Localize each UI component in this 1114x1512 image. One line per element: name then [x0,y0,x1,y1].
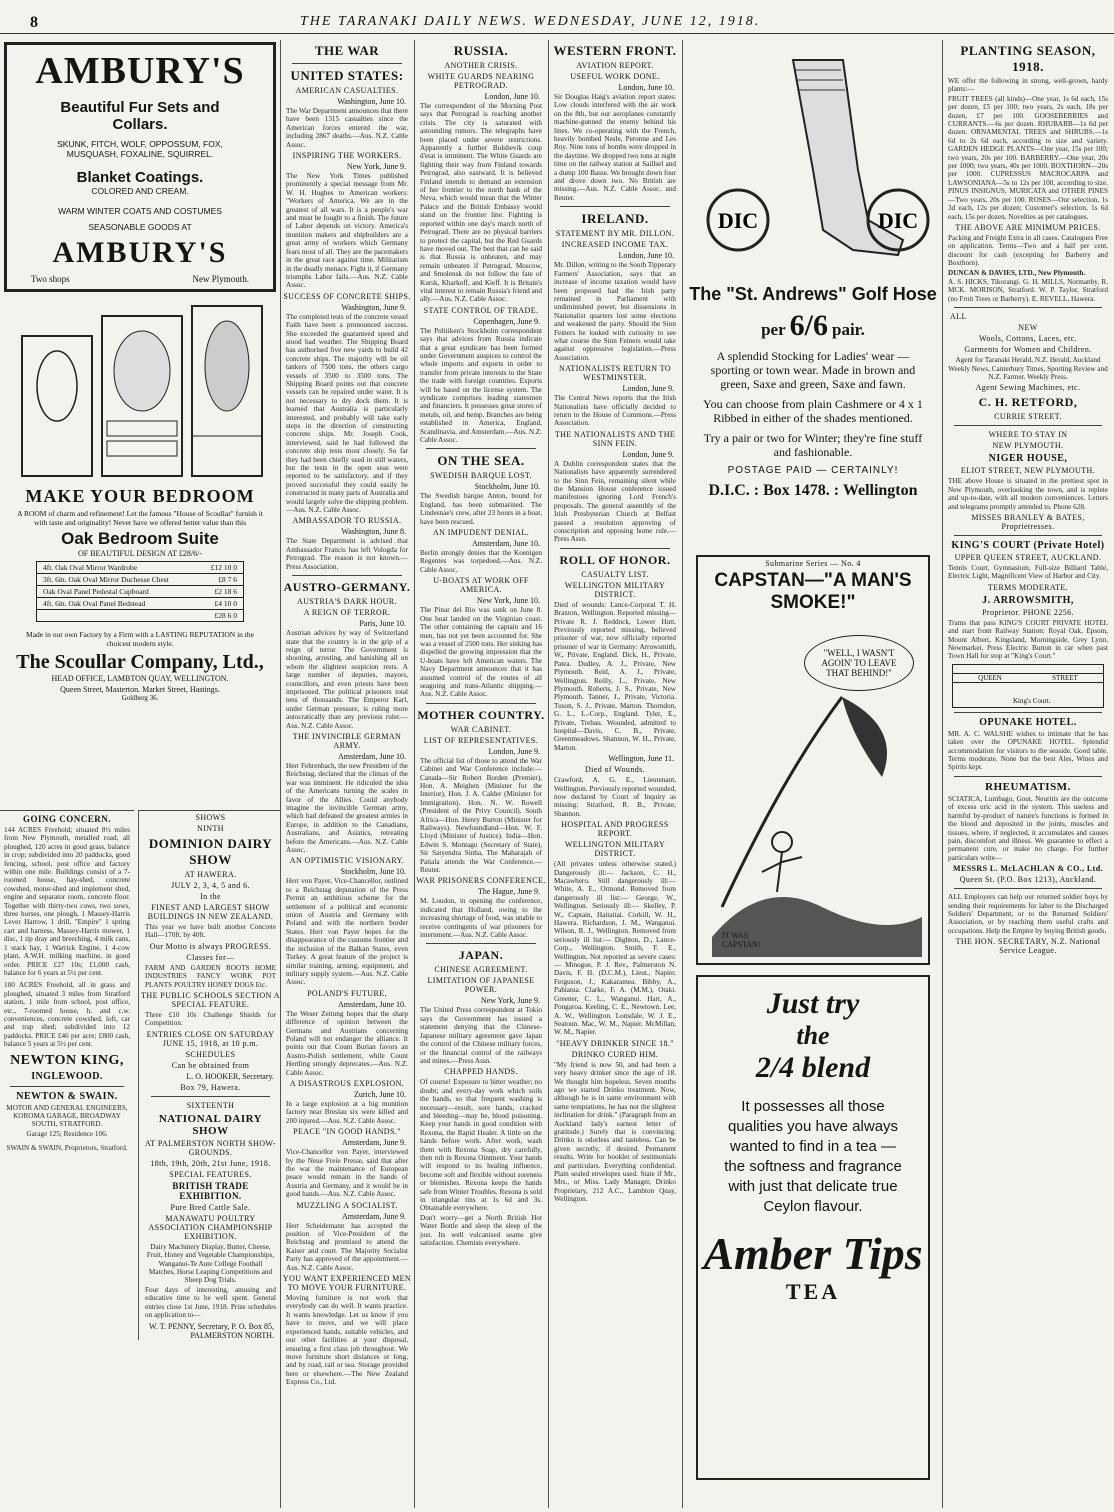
swedish-barque: SWEDISH BARQUE LOST. [430,471,532,481]
dateline: Amsterdam, June 9. [342,1211,406,1221]
suite-title: Oak Bedroom Suite [61,529,219,548]
newton-phones: Garage 125; Residence 106. [26,1129,108,1138]
russia-p1: The correspondent of the Morning Post says that Petrograd is reaching another crisis. The city is saturated with astounding rumors. The telegraphs have been placed under severe restrictions. Apparently a further Bolshevik coup d'etat is imminent. The White Guards are fighting their way from Finland towards Petrograd, also eastward. It is believed Finland intends to demand an extension of her frontier to the north bank of the Neva, which would mean that the Winter Palace and the British Embassy would stand on the frontier line. Fighting is reported within one day's march north of Petrograd. There are no physical barriers to protect the capital, but the Red Guards have moved out. The best that can be said is that Russia is unbeaten, and may remain unbeaten if Petrograd, Moscow, and Smolensk do not follow the fate of Kursk, Kharkoff, and Kieff. It is Britain's vital interest to remain Russia's friend and ally.—Aus. N.Z. Cable Assoc. [420,102,542,304]
inglewood: INGLEWOOD. [31,1070,103,1082]
russia-p2: The Politiken's Stockholm correspondent says that advices from Russia indicate that a great syndicate has been formed under Government auspices to control the whole imports and exports in order to transfer from private interests to the State the trade with foreign countries. Exports will be based on the license system. The syndicate comprises leading statesmen and financiers. It possesses great stores of metals, oil, and hemp. Branches are being established in America, England, Scandinavia, and Amsterdam.—Aus. N.Z. Cable Assoc. [420,326,542,445]
bedroom-furniture-illustration [12,296,268,486]
dominion-dairy-show: DOMINION DAIRY SHOW [148,836,273,867]
rheum-p1: SCIATICA, Lumbago, Gout, Neuritis are the outcome of excess uric acid in the system. This useless and harmful by-product of nature's functions is formed in the blood and deposited in the joints, muscles and tissues, where, if neglected, it accumulates and causes pain, discomfort and illness. We guarantee to effect a permanent cure, or make no charge. For further particulars write— [948,794,1108,862]
planting-title: PLANTING SEASON, 1918. [960,43,1096,74]
garments: Garments for Women and Children. [964,345,1092,355]
japan-heading: JAPAN. [458,948,504,963]
russia-heading: RUSSIA. [453,43,509,58]
dairy-inthe: In the [200,892,221,901]
going-concern-title: GOING CONCERN. [22,814,111,824]
ireland-heading: IRELAND. [581,211,649,227]
useful-work: USEFUL WORK DONE. [570,72,660,81]
western-p1: Sir Douglas Haig's aviation report states: Low clouds interfered with the air work on the 8th, but our aeroplanes constantly machine-gunned the enemy behind his lines. We co-operating with the French, heavily bombed Nesle, Peronne and Les Roy. Nine tons of bombs were dropped in the daytime. We dropped two tons at night time on the railway station at Saillsel and a dump 100 Basse. We brought down four and drove down two. No British are missing.—Aus. N.Z. Cable Assoc. and Reuter. [554,93,676,202]
rheumatism: RHEUMATISM. [985,780,1071,793]
dateline: London, June 10. [618,83,674,92]
planting-packing: Packing and Freight Extra in all cases. Catalogues Free on application. Terms—Two and a half per cent. discount for cash (excepting for Barberry and Boxthorn). [948,233,1108,268]
masthead-title: THE TARANAKI DAILY NEWS. WEDNESDAY, JUNE 12, 1918. [300,14,761,29]
where-to-stay: WHERE TO STAY IN [988,430,1068,440]
dateline: London, June 10. [618,251,674,261]
impudent-denial: AN IMPUDENT DENIAL. [432,528,530,538]
kings-terms: TERMS MODERATE. [987,582,1069,592]
kings-street: UPPER QUEEN STREET, AUCKLAND. [954,553,1102,562]
western-front-heading: WESTERN FRONT. [553,43,677,58]
national-british: BRITISH TRADE EXHIBITION. [172,1180,249,1201]
tea-ad [696,975,930,1480]
wellington-district: WELLINGTON MILITARY DISTRICT. [564,580,666,599]
eliot-street: ELIOT STREET, NEW PLYMOUTH. [960,466,1096,476]
tea-brand: Amber Tips [703,1228,923,1279]
svg-text:DIC: DIC [717,208,759,233]
price-item: 4ft. Oak Oval Mirror Wardrobe [43,563,138,572]
price-row [37,597,243,609]
wmd: WELLINGTON MILITARY DISTRICT. [564,840,666,859]
dairy-list: FARM AND GARDEN ROOTS HOME INDUSTRIES FANCY WORK POT PLANTS POULTRY HONEY DOGS Etc. [145,963,276,989]
dateline: New York, June 9. [480,996,540,1006]
submarine-sailor-illustration [702,657,928,957]
austro-p7: Herr Scheidemann has accepted the position of Vice-President of the Reichstag and promised to attend the Kaiser and court. The Majority Socialist Party has approved of the appointment.—Aus. N.Z. Cable Assoc. [286,1221,408,1272]
amburys-name-bottom: AMBURY'S [52,236,228,269]
golf-price: 6/6 [789,309,828,342]
dateline: London, June 9. [488,746,540,756]
drinko-cured: DRINKO CURED HIM. [571,1049,659,1059]
masthead [0,0,1114,34]
on-the-sea-heading: ON THE SEA. [437,453,525,469]
dateline: Stockholm, June 10. [474,482,540,492]
sea-p1: The Swedish barque Anton, bound for England, has been submarined. The Lindesnae's crew, after 23 hours in a boat, have been rescued. [420,492,542,526]
map-queen: QUEEN [978,673,1002,682]
dairy-motto: Our Motto is always PROGRESS. [149,941,272,951]
price-total: £28 6 0 [214,611,237,620]
kings-court: KING'S COURT (Private Hotel) [951,540,1105,551]
warm-coats-line: WARM WINTER COATS AND COSTUMES [58,206,222,216]
austria-dark-hour: AUSTRIA'S DARK HOUR. [297,597,397,607]
honor-p1: Died of wounds: Lance-Corporal T. H. Braxton, Wellington. Reported missing—Private R. J. Reddock, Lower Hutt. Previously reported missing, believed prisoner of war, now officially reported prisoner of war in Germany: Arrowsmith, W., Private, England. Dick, H., Private, Patea. Dudley, A. J., Private, New Plymouth. Reid, A. J., Private, Wellington. Reilly, L., Private, New Plymouth. Roberts, J. S., Private, New Plymouth. Tanner, J., Private, Victoria. Tuson, S. J., Private, Marton. Thorndon, G. L., L.-Corp., England. Tyler, E., Private, Trebau. Wounded, admitted to hospital—Davis, C. B., Private, Greenmeadows. Shannon, W. H., Private, Marton. [554,600,676,752]
planting-intro: WE offer the following in strong, well-grown, hardy plants:— [948,77,1108,94]
scoullar-office: HEAD OFFICE, LAMBTON QUAY, WELLINGTON. [51,674,229,683]
dairy-classes: Classes for— [186,952,235,962]
limitation-power: LIMITATION OF JAPANESE POWER. [427,976,535,995]
arrowsmith: J. ARROWSMITH, [982,594,1074,606]
new-label: NEW [1018,323,1038,333]
stay-np: NEW PLYMOUTH. [992,441,1064,451]
wools: Wools, Cottons, Laces, etc. [979,334,1077,344]
price-post: pair. [831,320,865,339]
muzzling-socialist: MUZZLING A SOCIALIST. [296,1200,398,1210]
austro-p2: Herr Fehrenbach, the new President of the Reichstag, declared that the climax of the war was imminent. He ridiculed the idea of the Americans turning the scales in favor of the Allies. Could anybody imagine the invincible German army, which had defeated the greatest armies in Europe, in addition to the Canadians, Australians, and Asiatics, retreating before the Americans.—Aus. N.Z. Cable Assoc. [286,761,408,855]
currie: CURRIE STREET. [994,412,1062,422]
austro-p4: The Weser Zeitung hopes that the sharp difference of opinion between the Germans and Austrians concerning Poland will not endanger the alliance. It points out that Count Burian favors an Austro-Polish settlement, while Count Hertling strongly deprecates.—Aus. N.Z. Cable Assoc. [286,1009,408,1077]
tea-body: It possesses all those qualities you have always wanted to find in a tea — the softness and fragrance with just that delicate true Ceylon flavour. [724,1098,902,1215]
dateline: Amsterdam, June 10. [338,999,406,1009]
poland-future: POLAND'S FUTURE. [307,988,387,998]
dateline: Amsterdam, June 10. [338,751,406,761]
furniture-p: Moving furniture is not work that everybody can do well. It wants practice. It wants knowledge. Let us know if you have to move, and we will place experienced hands, suitable vehicles, and our other facilities at your disposal, ensuring a first class job throughout. We move furniture short distances or long, and by road, rail or sea. Storage provided here or elsewhere.—The New Zealand Express Co., Ltd. [286,1294,408,1387]
casualty-list: CASUALTY LIST. [581,569,649,579]
sixteenth: SIXTEENTH [186,1100,235,1110]
dateline: London, June 9. [622,384,674,394]
sea-p2: Berlin strongly denies that the Koenigen Regentes was torpedoed.—Aus. N.Z. Cable Assoc. [420,549,542,574]
honor-p3: (All privates unless otherwise stated.) Dangerously ill:— Jackson, C. H., Macawhero. Still dangerously ill:— White, A. E., Ormond. Removed from dangerously ill list:— George, W., Wellington. Seriously ill:— Skelley, P. W., Captain, Haitaitai. Corkill, W. H., Hawera. Richardson, J. M., Wanganui. Wilson, R. J., Wellington. Removed from seriously ill list:— Dighton, D., Lance-Corp., Wellington. Smith, F. E., Wellington. Not reported as severe cases:— Minogue, P. J. Rev., Palmerston N. Davis, F. H. (D.C.M.), Lieut., Napier. Ferguson, J., Kakaramea. Bibby, A., Pahiatua. Clarke, F. A. (M.M.), Otaki. Greener, C. L., Wanganui. Hart, A., Pongaroa. Keeling, C. E., Newtown. Lee, A. W., Wellington. Lonsdale, W. J. E., Seatoun. Mac, W. M., Napier. McMillan, W. M., Napier. [554,860,676,1037]
dairy-hooker: L. O. HOOKER, Secretary. [186,1071,274,1081]
column-5 [684,40,942,1508]
papers-agent: Agent for Taranaki Herald, N.Z. Herald, Auckland Weekly News, Canterbury Times, Sporting Review and N.Z. Farmer. Weekly Press. [948,356,1108,381]
amburys-place: New Plymouth. [192,274,249,284]
national-at: AT PALMERSTON NORTH SHOW-GROUNDS. [145,1138,276,1157]
dateline: Washington, June 8. [341,527,406,537]
opunake-p1: MR. A. C. WALSHE wishes to intimate that he has taken over the OPUNAKE HOTEL. Splendid accommodation for visitors to the seaside. Good table. Terms moderate. None but the best Ales, Wines and Spirits kept. [948,729,1108,772]
capstan-title: CAPSTAN—"A MAN'S SMOKE!" [714,570,912,613]
map-kings: King's Court. [1013,696,1051,705]
dateline: Washington, June 9. [341,302,406,312]
two-shops: Two shops [31,274,70,284]
national-days: Four days of interesting, amusing and educative time to be well spent. General entries close 1st June, 1918. Prize schedules on application to— [145,1285,276,1320]
dairy-schools: THE PUBLIC SCHOOLS SECTION A SPECIAL FEATURE. [141,991,280,1010]
white-guards: WHITE GUARDS NEARING PETROGRAD. [427,72,535,90]
beautiful-design: OF BEAUTIFUL DESIGN AT £28/6/- [77,549,202,558]
map-street: STREET [1052,673,1078,682]
stay-p1: THE above House is situated in the prettiest spot in New Plymouth, overlooking the town, and is replete and up-to-date, with all modern conveniences. Letters and telegrams promptly attended to. Phone 628. [948,477,1108,511]
the-war-title: THE WAR [314,43,380,58]
all-label: ALL [950,312,967,322]
austro-germany-heading: AUSTRO-GERMANY. [283,580,411,595]
price-item: Oak Oval Panel Pedestal Cupboard [43,587,149,596]
austro-p6: Vice-Chancellor von Payer, interviewed by the Neue Freie Presse, said that after the war the maintenance of European peace would remain in the hands of Austria and Germany, and it would be in good hands.—Aus. N.Z. Cable Assoc. [286,1148,408,1199]
mother-country-heading: MOTHER COUNTRY. [417,707,545,722]
svg-text:DIC: DIC [877,208,919,233]
prisoners-conference: WAR PRISONERS CONFERENCE. [416,876,546,886]
price-value: £4 10 0 [214,599,237,608]
capstan-ad [696,555,930,965]
mother-p1: The official list of those to attend the War Cabinet and War Conference include:— Canada—Sir Robert Borden (Premier), Hon. A. Meighen (Minister for the Interior), Hon. J. A. Calder (Minister for Immigration), Hon. N. W. Rowell (President of the Privy Council). South Africa—Hon. Henry Burton (Minister for Railways). Newfoundland—Hon. W. F. Lloyd (Minister of Justice). India—Hon. Edwin S. Montagu (Secretary of State), Sir Satyendra Sinha, The Maharajah of Patiala attends the War Conference.—Reuter. [420,756,542,875]
tea-the: the [796,1021,830,1050]
dairy-this-year: This year we have built another Concrete Hall—170ft. by 40ft. [145,923,276,940]
dateline: Wellington, June 11. [608,754,674,764]
going-concern-column [0,810,134,1154]
dateline: London, June 9. [622,449,674,459]
chinese-agreement: CHINESE AGREEMENT. [434,965,528,975]
fur-sets-line: Beautiful Fur Sets and Collars. [60,99,220,133]
national-penny: W. T. PENNY, Secretary, P. O. Box 85, PALMERSTON NORTH. [149,1321,274,1340]
roll-of-honor-heading: ROLL OF HONOR. [559,552,671,567]
dairy-box: Box 79, Hawera. [180,1082,241,1092]
dateline: Amsterdam, June 9. [342,1138,406,1148]
stocking-illustration [693,40,933,280]
concern-p2: 100 ACRES Freehold, all in grass and ploughed, situated 3 miles from Stratford station, 1 mile from school, post office, etc., 7-roomed house, h. and c.w. conveniences, concrete cowshed, loft, car and trap shed; subdivided into 12 paddocks. PRICE £46 per acre; £800 cash, balance 5 years at 5½ per cent. [4,981,130,1049]
newton-line: MOTOR AND GENERAL ENGINEERS, KOROMA GARAGE, BROADWAY SOUTH, STRATFORD. [6,1103,128,1129]
newton-swain-title: NEWTON & SWAIN. [16,1090,118,1102]
dateline: Zurich, June 10. [354,1089,406,1099]
kings-p2: Trams that pass KING'S COURT PRIVATE HOTEL and start from Railway Station: Royal Oak, Epsom, Mount Albert, Kingsland, Morningside, Grey Lynn, Newmarket. Press Electric Button in car when past Town Hall for stop at "King's Court." [948,618,1108,661]
ireland-p2: The Central News reports that the Irish Nationalists have officially decided to return to the House of Commons.—Press Association. [554,394,676,428]
planting-duncan: DUNCAN & DAVIES, LTD., New Plymouth. [948,268,1086,277]
heavy-drinker: "HEAVY DRINKER SINCE 18." [556,1038,674,1048]
hospital-report: HOSPITAL AND PROGRESS REPORT. [561,820,669,839]
disastrous-explosion: A DISASTROUS EXPLOSION. [289,1078,405,1088]
austro-p3: Herr von Payer, Vice-Chancellor, outlined to a Reichstag deputation of the Press Permit an ambitious scheme for the settlement of a political and economic union of Austria and Germany with Poland and with the northern border States. Herr von Payer hopes for the disappearance of the customs frontier and the inclusion of the Balkan States, even Turkey. A great feature of the project is similar training, arming, equipment, and military supply system.—Aus. N.Z. Cable Assoc. [286,877,408,987]
furniture-heading: YOU WANT EXPERIENCED MEN TO MOVE YOUR FURNITURE. [282,1274,412,1293]
price-table [36,561,244,622]
died-of-wounds: Died of Wounds. [584,765,646,775]
war-p2: The New York Times published prominently a special message from Mr. W. H. Hughes to American workers: "Workers of America. We are in the greatest of all wars. It is a people's war and must be fought to a finish. The future of Labor depends on victory. America's munition makers and shipbuilders are a great army of workers which Germany fears most of all. They are the pacemakers in the great race against time. Militarism in the deadly menace. Fight it, if Germany triumphs Labor fails.—Aus. N.Z. Cable Assoc. [286,172,408,290]
niger-house: NIGER HOUSE, [988,453,1068,465]
golf-hose-ad [684,40,942,555]
price-row [37,562,243,573]
misses: MISSES BRANLEY & BATES, Proprietresses. [971,513,1085,531]
newton-king: NEWTON KING, [10,1052,124,1068]
price-item: 4ft. 6in. Oak Oval Panel Bedstead [43,599,146,608]
dateline: Stockholm, June 10. [340,867,406,877]
league-p1: ALL Employers can help our returned soldier boys by sending their requirements for labor to the Discharged Soldiers' Department, or to the Returned Soldiers' Association, or by reaching them useful crafts and occupations. Help the Empire by buying British goods. [948,893,1108,935]
national-dairy-show: NATIONAL DAIRY SHOW [158,1112,263,1137]
dateline: New York, June 9. [346,162,406,172]
mclachlan: MESSRS L. McLACHLAN & CO., Ltd. [953,864,1103,874]
ireland-p3: A Dublin correspondent states that the Nationalists have apparently surrendered to the Sinn Fein, remaining silent while the Mansion House conference issued manifestoes ignoring Lord French's proposals. The general assembly of the Irish Presbyterian Church at Belfast passed a resolution approving of conscription and opposing home rule.—Press Assn. [554,459,676,544]
dateline: Amsterdam, June 10. [472,539,540,549]
column-1 [0,40,280,1508]
dateline: London, June 10. [484,92,540,101]
war-cabinet: WAR CABINET. [450,724,512,734]
dairy-shields: Three £10 10s Challenge Shields for Competition. [145,1011,276,1028]
hot-water-p: Don't worry—get a North British Hot Water Bottle and sleep the sleep of the just. Its well vulcanised seams give satisfaction. Chemists everywhere. [420,1213,542,1248]
capstan-series: Submarine Series — No. 4 [765,559,861,568]
mother-p3: The United Press correspondent at Tokio says the Government has issued a statement denying that the Chinese-Japanese military agreement gave Japan the control of the Chinese military forces, or the financial control of the railways and mines.—Press Assn. [420,1006,542,1065]
peace-good-hands: PEACE "IN GOOD HANDS." [293,1127,401,1137]
war-p3: The completed tests of the concrete vessel Faith have been a pronounced success. She exceeded the guaranteed speed and stood bad weather. The Shipping Board has authorised five new yards to build 42 concrete ships. The majority will be oil tankers of 7500 tons, the others cargo vessels of 3500 to 3500 tons. The Shipping Board points out that concrete vessels can be repaired under water. It is not necessary to dry dock them. It is learned that Australia is particularly interested, and probably will take early steps in the direction of constructing concrete ships. Mr. Joseph Cook, interviewed, said he had followed the concrete ship tests most closely. So far they had been chiefly used in still waters, but the tests in the open seas were reported to be satisfactory, and if they proved successful they could easily be constructed in many parts of Australia and would largely solve the shipping problem.—Aus. N.Z. Cable Assoc. [286,312,408,515]
planting-agents: A. S. HICKS, Tikorangi. G. H. MILLS, Normanby. R. MCK. MORISON, Stratford. W. P. Taylor, Stratford (no Fruit Trees or Barberry). E. REVELL, Hawera. [948,277,1108,303]
golf-address: D.I.C. : Box 1478. : Wellington [708,482,918,499]
capstan-caption: IT WAS CAPSTAN! [722,931,761,949]
price-value: £2 18 6 [214,587,237,596]
mclachlan-addr: Queen St. (P.O. Box 1213), Auckland. [959,875,1097,885]
concrete-ships: SUCCESS OF CONCRETE SHIPS. [283,291,411,301]
mother-p2: M. Loudon, in opening the conference, indicated that Holland, owing to the increasing shortage of food, was unable to receive contingents of war prisoners for internment.—Aus. N.Z. Cable Assoc. [420,897,542,940]
kings-p1: Tennis Court, Gymnasium, Full-size Billiard Table, Electric Light, Magnificent View of Harbor and City. [948,564,1108,581]
shows-heading: SHOWS [195,813,226,822]
united-states-heading: UNITED STATES: [290,68,404,83]
reign-of-terror: A REIGN OF TERROR. [303,608,391,618]
ambassador-russia: AMBASSADOR TO RUSSIA. [292,516,402,526]
newton-proprietors: SWAIN & SWAIN, Proprietors, Stratford. [6,1144,128,1153]
planting-above: THE ABOVE ARE MINIMUM PRICES. [955,222,1101,232]
golf-choose: You can choose from plain Cashmere or 4 x 1 Ribbed in either of the shades mentioned. [703,397,923,425]
made-line: Made in our own Factory by a Firm with a LASTING REPUTATION in the choicest modern style. [26,630,254,648]
inspiring-workers: INSPIRING THE WORKERS. [292,151,402,161]
dairy-obtained: Can be obtained from [171,1060,250,1070]
golf-hose-title: The "St. Andrews" Golf Hose [689,284,937,304]
tea-just: Just try [766,987,860,1020]
nationalists-return: NATIONALISTS RETURN TO WESTMINSTER. [558,364,672,383]
golf-try: Try a pair or two for Winter; they're fine stuff and fashionable. [703,431,923,459]
state-control: STATE CONTROL OF TRADE. [423,305,539,315]
scoullar-company: The Scoullar Company, Ltd., [16,651,264,673]
league-sec: THE HON. SECRETARY, N.Z. National Service League. [955,937,1101,956]
price-value: £8 7 6 [218,575,237,584]
chapped-hands: CHAPPED HANDS. [444,1067,518,1077]
dairy-entries: ENTRIES CLOSE ON SATURDAY JUNE 15, 1918, at 10 p.m. [146,1029,275,1048]
war-p1: The War Department announces that there have been 1315 casualties since the American forces entered the war, including 2867 deaths.—Aus. N.Z. Cable Assoc. [286,107,408,149]
national-dairy-m: Dairy Machinery Display, Butter, Cheese, Fruit, Honey and Vegetable Championships, Wanganui-Te Aute College Football Matches, Horse Leaping Competitions and Sheep Dog Trials. [146,1242,275,1285]
dateline: New York, June 10. [476,596,540,606]
sewing: Agent Sewing Machines, etc. [975,383,1081,393]
invincible-army: THE INVINCIBLE GERMAN ARMY. [292,731,402,750]
dairy-at: AT HAWERA. [184,870,237,879]
tea-blend: 2/4 blend [755,1051,871,1084]
dillon-statement: STATEMENT BY MR. DILLON. [555,229,675,239]
seasonable-line: SEASONABLE GOODS AT [88,222,192,232]
rexona-p: Of course! Exposure to bitter weather; no doubt; and every-day work which soils the hands, so that frequent washing is necessary—result, sore hands, cracked and bleeding—may be, blood poisoning. Keep your hands in good condition with Rexona, the Rapid Healer. A little on the hands before work. After work, wash them with Rexona Soap, dry carefully, then rub in Rexona Ointment. Your hands will respond to its healing influence, become soft and flexible without soreness or blemishes. Rexona keeps the hands safe from Winter Troubles. Rexona is sold in triangular tins at 1s 6d and 3s. Obtainable everywhere. [420,1078,542,1213]
concern-p1: 144 ACRES Freehold; situated 8½ miles from New Plymouth, metalled road, all ploughed, 120 acres in good grass, balance in crop; subdivided into 20 paddocks, good fencing, school, post office and factory within one mile. Buildings consist of a 7-roomed house, hay-shed, concrete cowshed, motor-shed and implement shed, engine and separator room, concrete floor. Together with thirty-two cows, two sows, three horses, one plough, 1 Massey-Harris Lever Harrow, 1 drill, "Empire" 1 spring cart and harness, Massey-Harris mower, 1 disc, 1 tip dray and breeching, 4 milk cans, 1 stack hay, 1 Warrick Engine, 1 4-cow plant, A.W.H. milking machine, in good order. PRICE £27 10s; £1,000 cash, balance for 6 years at 5½ per cent. [4,826,130,977]
sea-p3: The Pinar del Rio was sunk on June 8. One boat landed on the Virginian coast. The other containing the captain and 16 men, has not yet been accounted for. She was a vessel of 2500 tons. Her sinking has dispelled the growing impression that the U-boats have left American waters. The Navy Department announces that it has assumed control of the routes of all seagoing and trans-Atlantic shipping.—Aus. N.Z. Cable Assoc. [420,606,542,699]
dairy-schedules: SCHEDULES [185,1049,236,1059]
drinko-p: "My friend is now 50, and had been a very heavy drinker since the age of 18. We thought him hopeless. Seven months ago we started Drinko treatment. Now, although he is in same environment with same temptations, he has not the slightest inclination for drink." (Paragraph from an Auckland lady's earnest letter of gratitude.) Surely that is convincing. Drinko is odorless and tasteless. Can be given secretly, if desired. Permanent results. Write for booklet of testimonials and particulars. Everything confidential. Plain sealed envelopes used. State if Mr., Mrs., or Miss. Lady Manager, Drinko Proprietary, 212 A.C., Lambton Quay, Wellington. [554,1060,676,1204]
retford: C. H. RETFORD, [978,395,1078,410]
ninth: NINTH [197,824,224,833]
austro-p5: In a large explosion at a big munition factory near Breslau six were killed and 200 injured.—Aus. N.Z. Cable Assoc. [286,1099,408,1125]
capstan-bubble: "WELL, I WASN'T AGOIN' TO LEAVE THAT BEHIND!" [804,635,914,691]
price-value: £12 10 0 [210,563,237,572]
column-4 [550,40,680,1508]
national-poultry: MANAWATU POULTRY ASSOCIATION CHAMPIONSHIP EXHIBITION. [148,1213,273,1241]
kings-prop: Proprietor. PHONE 2256. [982,607,1074,617]
amburys-ad [4,42,276,292]
austro-p1: Austrian advices by way of Switzerland state that the country is in the grip of a reign of terror. The Government is shooting, arresting, and banishing all on whom the slightest suspicion rests. A large number of deputies, mayors, councillors, and even priests have been imprisoned. The political prisoners total tens of thousands. The Emperor Karl, under German pressure, is ruling more autocratically than any previous ruler.—Aus. N.Z. Cable Assoc. [286,629,408,730]
furs-list: SKUNK, FITCH, WOLF, OPPOSSUM, FOX, MUSQUASH, FOXALINE, SQUIRREL. [57,139,223,159]
tea-word: TEA [785,1279,841,1304]
amburys-title: AMBURY'S [35,50,245,92]
sinn-fein: THE NATIONALISTS AND THE SINN FEIN. [554,429,676,448]
page-number: 8 [30,14,38,31]
dairy-dates: JULY 2, 3, 4, 5 and 6. [171,881,250,890]
national-special: SPECIAL FEATURES. [169,1169,252,1179]
scoullar-ad [6,296,274,831]
aviation-report: AVIATION REPORT. [576,61,654,70]
american-casualties: AMERICAN CASUALTIES. [295,86,399,95]
national-dates: 18th, 19th, 20th, 21st June, 1918. [150,1158,271,1168]
uboats: U-BOATS AT WORK OFF AMERICA. [433,576,529,595]
dateline: Copenhagen, June 9. [473,316,540,326]
price-pre: per [761,320,786,339]
income-tax: INCREASED INCOME TAX. [561,240,669,250]
price-item: 3ft. 6in. Oak Oval Mirror Duchesse Chest [43,575,169,584]
ireland-p1: Mr. Dillon, writing to the South Tipperary Farmers' Association, says that an increase of income taxation would have been proposed had the Irish party remained in Parliament with undiminished power, but dissensions in Nationalist quarters lost some elections and weakened the party. Should the Sinn Feiners be looked with curiosity to see what course the Sinn Feiners would take against oppressive legislation.—Press Association. [554,261,676,362]
dateline: Washington, June 10. [337,97,406,106]
goldberg-ref: Goldberg 36. [121,694,159,702]
dateline: The Hague, June 9. [478,887,540,897]
scoullar-intro: A ROOM of charm and refinement! Let the famous "House of Scoullar" furnish it with taste and originality! Never have we offered better value than this [17,509,263,527]
make-bedroom-heading: MAKE YOUR BEDROOM [25,486,255,506]
golf-body: A splendid Stocking for Ladies' wear — sporting or town wear. Made in brown and green, Saxe and green, Saxe and fawn. [710,349,916,391]
planting-list: FRUIT TREES (all kinds)—One year, 1s 6d each, 15s per dozen, £5 per 100; two years, 2s each, 18s per dozen, £7 per 100. GOOSEBERRIES and CURRANTS.—6s per dozen. RHUBARB—1s 6d per dozen. ORNAMENTAL TREES and SHRUBS.—1s 6d to 2s 6d each, according to size and variety. GARDEN HEDGE PLANTS—One year, 15s per 100; two years, 20s per 100. BARBERRY.—One year, 20s per 1000; two years, 40s per 1000. BOXTHORN—20s per 1000. CUPRESSUS MACROCARPA and LAWSONIANA—5s to 12s per 100, according to size. PINUS INSIGNUS, MURICATA and OTHER PINES—Two years, 20s per 100. ROSES—Our selection, 1s 3d each, 12s per dozen; Customer's selection, 1s 6d each, 15s per dozen. Novelties as per catalogues. [948,94,1108,221]
dairy-finest: FINEST AND LARGEST SHOW BUILDINGS IN NEW ZEALAND. [147,903,274,921]
golf-postage: POSTAGE PAID — CERTAINLY! [727,465,899,476]
blanket-line: Blanket Coatings. [76,169,204,186]
column-2 [282,40,412,1508]
honor-p2: Crawford, A. G. E., Lieutenant, Wellington. Previously reported wounded, now declared by Court of Inquiry as missing: Stratford, R. B., Private, Shannon. [554,776,676,818]
price-row [37,585,243,597]
price-row [37,573,243,585]
colors-line: COLORED AND CREAM. [91,186,189,196]
list-of-reps: LIST OF REPRESENTATIVES. [423,735,539,745]
shows-column [138,810,280,1340]
opunake-hotel: OPUNAKE HOTEL. [979,716,1077,728]
column-6 [944,40,1112,1508]
national-cattle: Pure Bred Cattle Sale. [170,1202,251,1212]
optimistic-visionary: AN OPTIMISTIC VISIONARY. [289,856,405,866]
column-3 [416,40,546,1508]
another-crisis: ANOTHER CRISIS. [444,61,518,70]
kings-court-map [952,664,1104,708]
scoullar-streets: Queen Street, Masterton. Market Street, Hastings. [60,685,220,694]
dateline: Paris, June 10. [359,619,406,629]
war-p4: The State Department is advised that Ambassador Francis has left Vologda for Petrograd. The reason is not known.—Press Association. [286,537,408,571]
